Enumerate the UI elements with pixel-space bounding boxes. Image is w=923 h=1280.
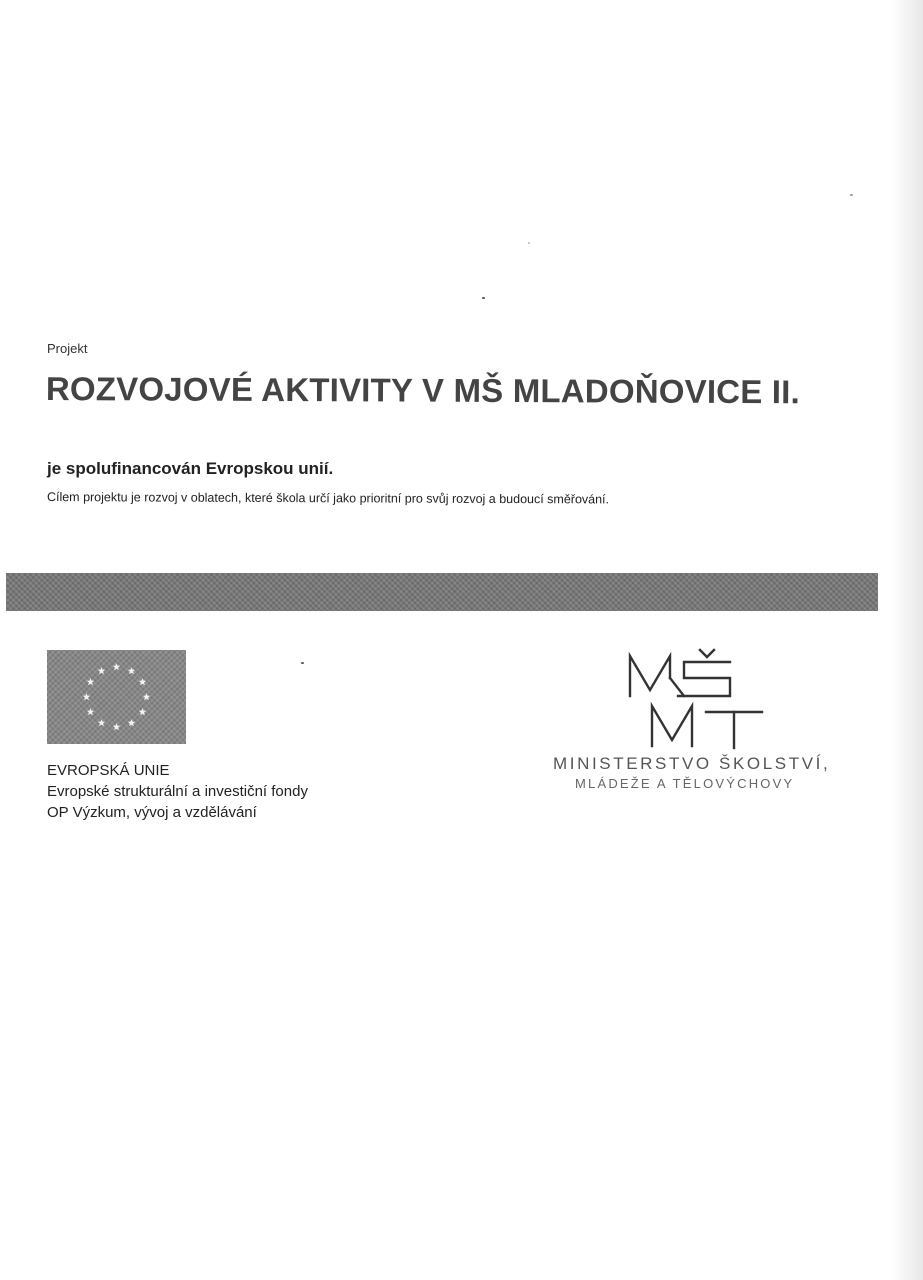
eu-flag-icon [47, 650, 186, 744]
msmt-name-line2: MLÁDEŽE A TĚLOVÝCHOVY [575, 776, 795, 791]
eu-star-icon [113, 663, 121, 670]
eu-star-icon [87, 678, 95, 685]
eu-star-icon [128, 667, 136, 674]
scan-speck [850, 194, 853, 196]
eu-star-icon [128, 719, 136, 726]
scan-edge [891, 0, 923, 1280]
eu-funds: Evropské strukturální a investiční fondy [47, 783, 308, 800]
msmt-logo-icon [622, 648, 772, 753]
eu-star-icon [143, 693, 151, 700]
scan-speck [482, 297, 485, 299]
eu-star-icon [113, 723, 121, 730]
eu-star-icon [87, 708, 95, 715]
eu-star-icon [139, 678, 147, 685]
divider-stripe [6, 573, 878, 611]
project-label: Projekt [47, 341, 88, 356]
project-description: Cílem projektu je rozvoj v oblatech, které škola určí jako prioritní pro svůj rozvoj a budoucí směřování. [46, 490, 610, 507]
eu-programme: OP Výzkum, vývoj a vzdělávání [47, 804, 257, 821]
scan-speck [528, 242, 530, 244]
scan-speck [301, 662, 304, 664]
eu-star-icon [83, 693, 91, 700]
eu-text-block [47, 760, 308, 823]
project-title: ROZVOJOVÉ AKTIVITY V MŠ MLADOŇOVICE II. [45, 369, 801, 411]
eu-star-icon [98, 667, 106, 674]
msmt-name-line1: MINISTERSTVO ŠKOLSTVÍ, [553, 754, 831, 773]
eu-star-icon [98, 719, 106, 726]
eu-name: EVROPSKÁ UNIE [47, 762, 170, 779]
project-subtitle: je spolufinancován Evropskou unií. [47, 459, 334, 478]
eu-star-icon [139, 708, 147, 715]
